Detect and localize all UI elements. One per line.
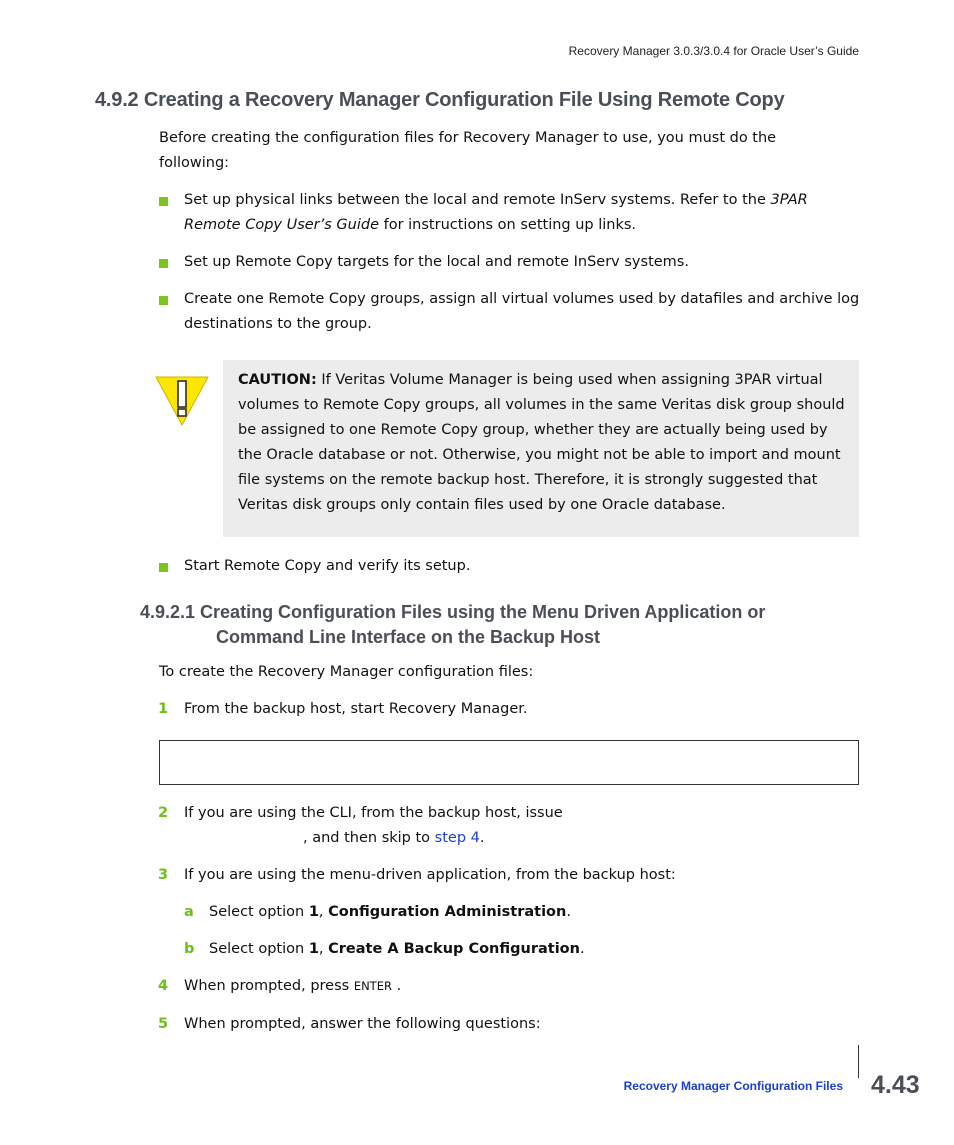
bullet-item-start-remote-copy: Start Remote Copy and verify its setup. <box>184 558 471 574</box>
substep-b-text <box>209 937 585 962</box>
substep-text: Select option <box>209 941 309 957</box>
bullet-icon <box>159 296 168 305</box>
bullet-item-targets: Set up Remote Copy targets for the local and remote InServ systems. <box>184 254 689 270</box>
period: . <box>391 978 402 994</box>
step-number: 4 <box>158 978 169 994</box>
period: . <box>566 904 571 920</box>
step-number: 5 <box>158 1016 169 1032</box>
footer-divider <box>858 1045 859 1078</box>
caution-icon <box>154 375 210 427</box>
separator: , <box>318 941 329 957</box>
step-2-continuation <box>303 826 484 851</box>
step-2-period: . <box>479 830 485 846</box>
step-5-text: When prompted, answer the following questions: <box>184 1016 541 1032</box>
step-3-text: If you are using the menu-driven application, from the backup host: <box>184 867 676 883</box>
substep-letter: a <box>184 904 194 920</box>
bullet-icon <box>159 197 168 206</box>
step-number: 3 <box>158 867 169 883</box>
step-2-text: If you are using the CLI, from the backup host, issue <box>184 805 563 821</box>
subsection-heading <box>140 600 860 650</box>
bullet-item-groups: Create one Remote Copy groups, assign all virtual volumes used by datafiles and archive log destinations to the group. <box>184 291 860 332</box>
bullet-item-physical-links <box>184 188 824 238</box>
substep-a-text <box>209 900 571 925</box>
running-header: Recovery Manager 3.0.3/3.0.4 for Oracle User’s Guide <box>568 44 859 58</box>
bullet-text: Set up physical links between the local and remote InServ systems. Refer to the <box>184 192 771 208</box>
caution-body: If Veritas Volume Manager is being used when assigning 3PAR virtual volumes to Remote Copy groups, all volumes in the same Veritas disk group should be assigned to one Remote Copy group, whether they are actually being used by the Oracle database or not. Otherwise, you might not be able to import and mount file systems on the remote backup host. Therefore, it is strongly suggested that Veritas disk groups only contain files used by one Oracle database. <box>238 372 845 513</box>
step-number: 2 <box>158 805 169 821</box>
separator: , <box>318 904 329 920</box>
subsection-heading-line1: 4.9.2.1 Creating Configuration Files using the Menu Driven Application or <box>140 602 766 622</box>
command-box <box>159 740 859 785</box>
page-number: 4.43 <box>871 1071 920 1099</box>
bullet-text: for instructions on setting up links. <box>379 217 637 233</box>
step-4-link[interactable]: step 4 <box>434 830 480 846</box>
option-name: Create A Backup Configuration <box>328 941 580 957</box>
guide-title: 3PAR Remote Copy User’s Guide <box>184 192 808 233</box>
step-number: 1 <box>158 701 169 717</box>
step-2-text-cont: , and then skip to <box>303 830 435 846</box>
caution-text <box>238 368 850 518</box>
option-number: 1 <box>308 904 319 920</box>
substep-letter: b <box>184 941 195 957</box>
step-1-text: From the backup host, start Recovery Manager. <box>184 701 528 717</box>
step-4-prefix: When prompted, press <box>184 978 354 994</box>
subsection-heading-line2: Command Line Interface on the Backup Host <box>216 627 601 647</box>
period: . <box>579 941 585 957</box>
bullet-icon <box>159 259 168 268</box>
substep-text: Select option <box>209 904 309 920</box>
enter-key-label: ENTER <box>353 979 392 993</box>
step-4-text <box>184 974 401 999</box>
footer-section-title: Recovery Manager Configuration Files <box>623 1079 843 1093</box>
section-intro: Before creating the configuration files for Recovery Manager to use, you must do the following: <box>159 130 777 171</box>
option-name: Configuration Administration <box>328 904 567 920</box>
section-heading: 4.9.2 Creating a Recovery Manager Configuration File Using Remote Copy <box>95 89 785 111</box>
option-number: 1 <box>308 941 319 957</box>
subsection-intro: To create the Recovery Manager configuration files: <box>159 664 534 680</box>
bullet-icon <box>159 563 168 572</box>
caution-label: CAUTION: <box>238 372 317 388</box>
